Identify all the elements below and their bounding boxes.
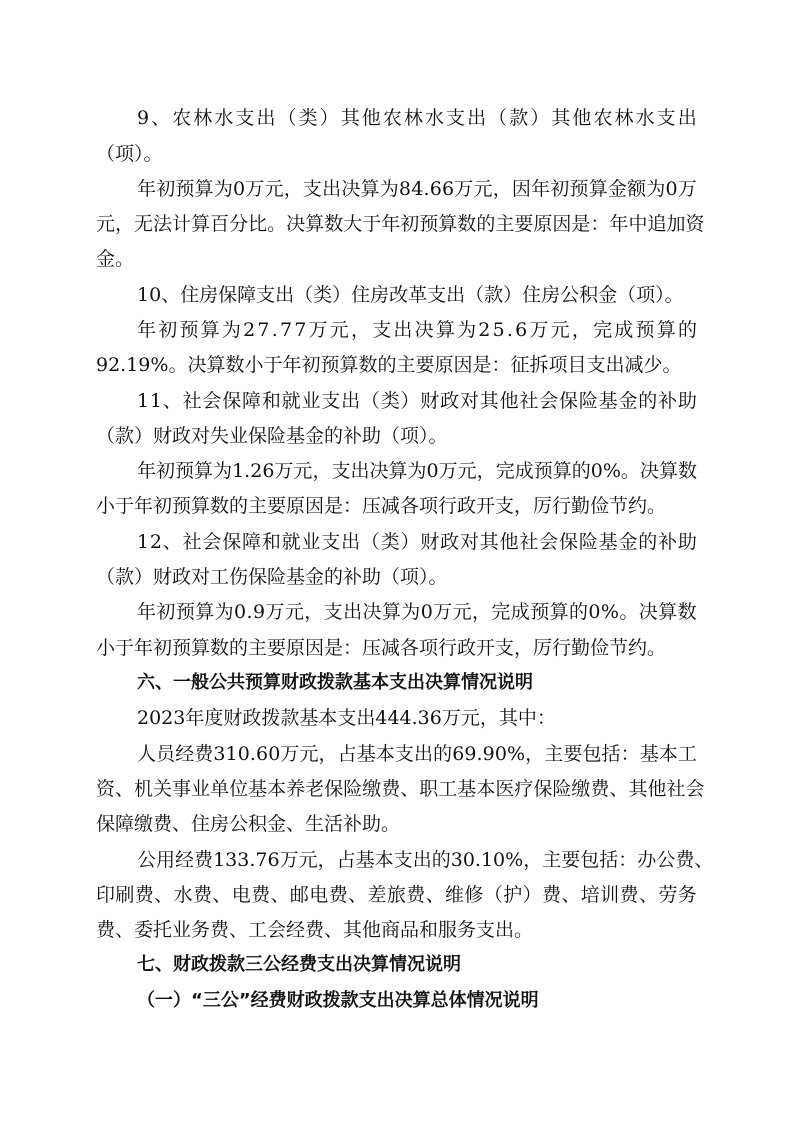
paragraph-line: 费、委托业务费、工会经费、其他商品和服务支出。 [96, 919, 534, 941]
paragraph-line: 9 、 农 林 水 支 出 （ 类 ） 其 他 农 林 水 支 出 （ 款 ） 其 他 农 林 水 支 出 [137, 107, 697, 129]
paragraph-line: 年 初 预 算 为 0 万 元 ， 支 出 决 算 为 8 4 . 6 6 万 元 ， 因 年 初 预 算 金 额 为 0 万 [137, 178, 697, 200]
paragraph-line: 金。 [96, 248, 135, 270]
paragraph-line: 年 初 预 算 为 1 . 2 6 万 元 ， 支 出 决 算 为 0 万 元 ， 完 成 预 算 的 0 % 。 决 算 数 [137, 460, 697, 482]
paragraph-line: （款）财政对失业保险基金的补助（项）。 [96, 425, 448, 447]
subsection-heading: （一）“三公”经费财政拨款支出决算总体情况说明 [137, 990, 539, 1011]
paragraph-line: 年 初 预 算 为 0 . 9 万 元 ， 支 出 决 算 为 0 万 元 ， 完 成 预 算 的 0 % 。 决 算 数 [137, 601, 697, 623]
paragraph-line: 1 1 、 社 会 保 障 和 就 业 支 出 （ 类 ） 财 政 对 其 他 社 会 保 险 基 金 的 补 助 [137, 390, 697, 412]
paragraph-line: 印 刷 费 、 水 费 、 电 费 、 邮 电 费 、 差 旅 费 、 维 修 （ 护 ） 费 、 培 训 费 、 劳 务 [96, 884, 697, 906]
paragraph-line: 2023年度财政拨款基本支出444.36万元，其中： [137, 707, 556, 729]
paragraph-line: 92.19%。决算数小于年初预算数的主要原因是：征拆项目支出减少。 [96, 354, 682, 376]
paragraph-line: 公 用 经 费 1 3 3 . 7 6 万 元 ， 占 基 本 支 出 的 3 0 . 1 0 % ， 主 要 包 括 ： 办 公 费 、 [137, 849, 714, 871]
section-heading: 七、财政拨款三公经费支出决算情况说明 [137, 954, 461, 975]
paragraph-line: 保障缴费、住房公积金、生活补助。 [96, 813, 401, 835]
paragraph-line: 小于年初预算数的主要原因是：压减各项行政开支，厉行勤俭节约。 [96, 495, 667, 517]
paragraph-line: 1 2 、 社 会 保 障 和 就 业 支 出 （ 类 ） 财 政 对 其 他 社 会 保 险 基 金 的 补 助 [137, 531, 697, 553]
paragraph-line: 年 初 预 算 为 2 7 . 7 7 万 元 ， 支 出 决 算 为 2 5 . 6 万 元 ， 完 成 预 算 的 [137, 319, 697, 341]
paragraph-line: 10、住房保障支出（类）住房改革支出（款）住房公积金（项）。 [137, 284, 684, 306]
paragraph-line: 小于年初预算数的主要原因是：压减各项行政开支，厉行勤俭节约。 [96, 637, 667, 659]
paragraph-line: 元 ， 无 法 计 算 百 分 比 。 决 算 数 大 于 年 初 预 算 数 的 主 要 原 因 是 ： 年 中 追 加 资 [96, 213, 705, 235]
paragraph-line: 资 、 机 关 事 业 单 位 基 本 养 老 保 险 缴 费 、 职 工 基 本 医 疗 保 险 缴 费 、 其 他 社 会 [96, 778, 705, 800]
section-heading: 六、一般公共预算财政拨款基本支出决算情况说明 [137, 672, 533, 693]
paragraph-line: （款）财政对工伤保险基金的补助（项）。 [96, 566, 448, 588]
paragraph-line: （项）。 [96, 143, 163, 165]
paragraph-line: 人 员 经 费 3 1 0 . 6 0 万 元 ， 占 基 本 支 出 的 6 9 . 9 0 % ， 主 要 包 括 ： 基 本 工 [137, 743, 697, 765]
